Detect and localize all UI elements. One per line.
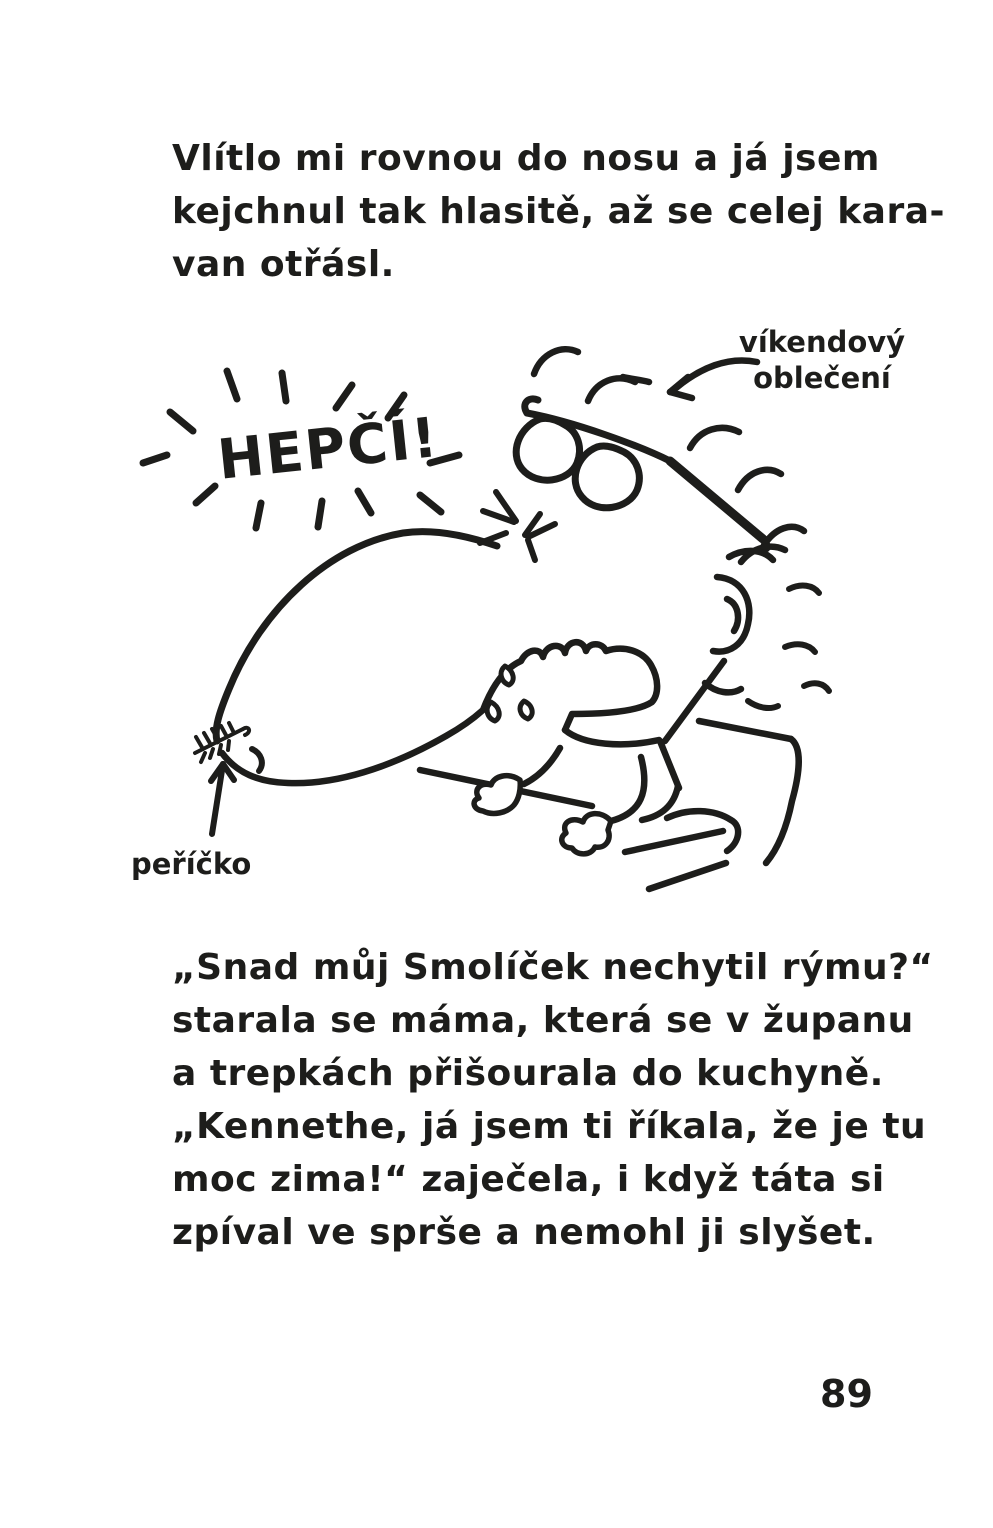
nose-outline <box>216 532 497 741</box>
text-line: a trepkách přišourala do kuchyně. <box>172 1053 884 1094</box>
text-line: van otřásl. <box>172 244 395 285</box>
sound-effect-text: HEPČÍ! <box>214 404 442 492</box>
paragraph-bottom <box>172 941 934 1259</box>
text-line: kejchnul tak hlasitě, až se celej kara- <box>172 191 945 232</box>
label-line: víkendový <box>738 325 906 359</box>
label-line: oblečení <box>753 361 891 395</box>
nostril-dash <box>252 749 262 771</box>
impact-mark <box>480 492 555 560</box>
text-line: starala se máma, která se v županu <box>172 1000 914 1041</box>
text-line: „Kennethe, já jsem ti říkala, že je tu <box>172 1106 927 1147</box>
text-line: zpíval ve sprše a nemohl ji slyšet. <box>172 1212 876 1253</box>
mouth-and-teeth-drawing <box>222 642 657 783</box>
feather-label-arrow <box>211 764 234 834</box>
fist-drawing <box>562 814 611 854</box>
text-line: moc zima!“ zaječela, i když táta si <box>172 1159 885 1200</box>
text-line: „Snad můj Smolíček nechytil rýmu?“ <box>172 947 934 988</box>
label-feather: peříčko <box>131 847 252 881</box>
label-weekend-clothes <box>722 324 922 396</box>
ear-motion-dashes <box>748 586 829 709</box>
text-line: Vlítlo mi rovnou do nosu a já jsem <box>172 138 880 179</box>
page-number: 89 <box>820 1372 873 1416</box>
chair-drawing <box>699 721 799 863</box>
paragraph-top <box>172 132 945 291</box>
